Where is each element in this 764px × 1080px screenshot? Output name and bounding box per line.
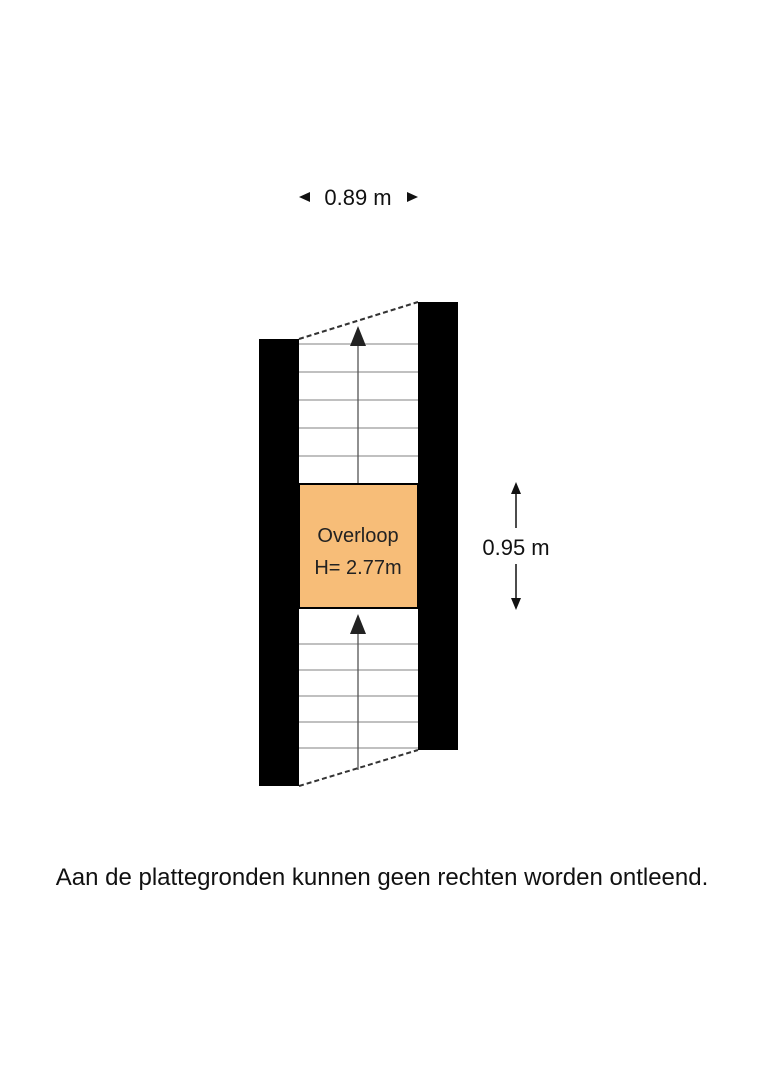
left-wall <box>259 339 299 786</box>
room-name-label: Overloop <box>317 525 399 547</box>
height-arrow-down-icon <box>511 598 521 610</box>
width-dimension-label: 0.89 m <box>324 185 392 210</box>
width-arrow-right-icon <box>407 192 418 202</box>
disclaimer-text: Aan de plattegronden kunnen geen rechten worden ontleend. <box>55 864 709 891</box>
height-arrow-up-icon <box>511 482 521 494</box>
width-arrow-left-icon <box>299 192 310 202</box>
room-height-label: H= 2.77m <box>314 557 402 579</box>
right-wall <box>418 302 458 750</box>
height-dimension-label: 0.95 m <box>482 535 550 560</box>
